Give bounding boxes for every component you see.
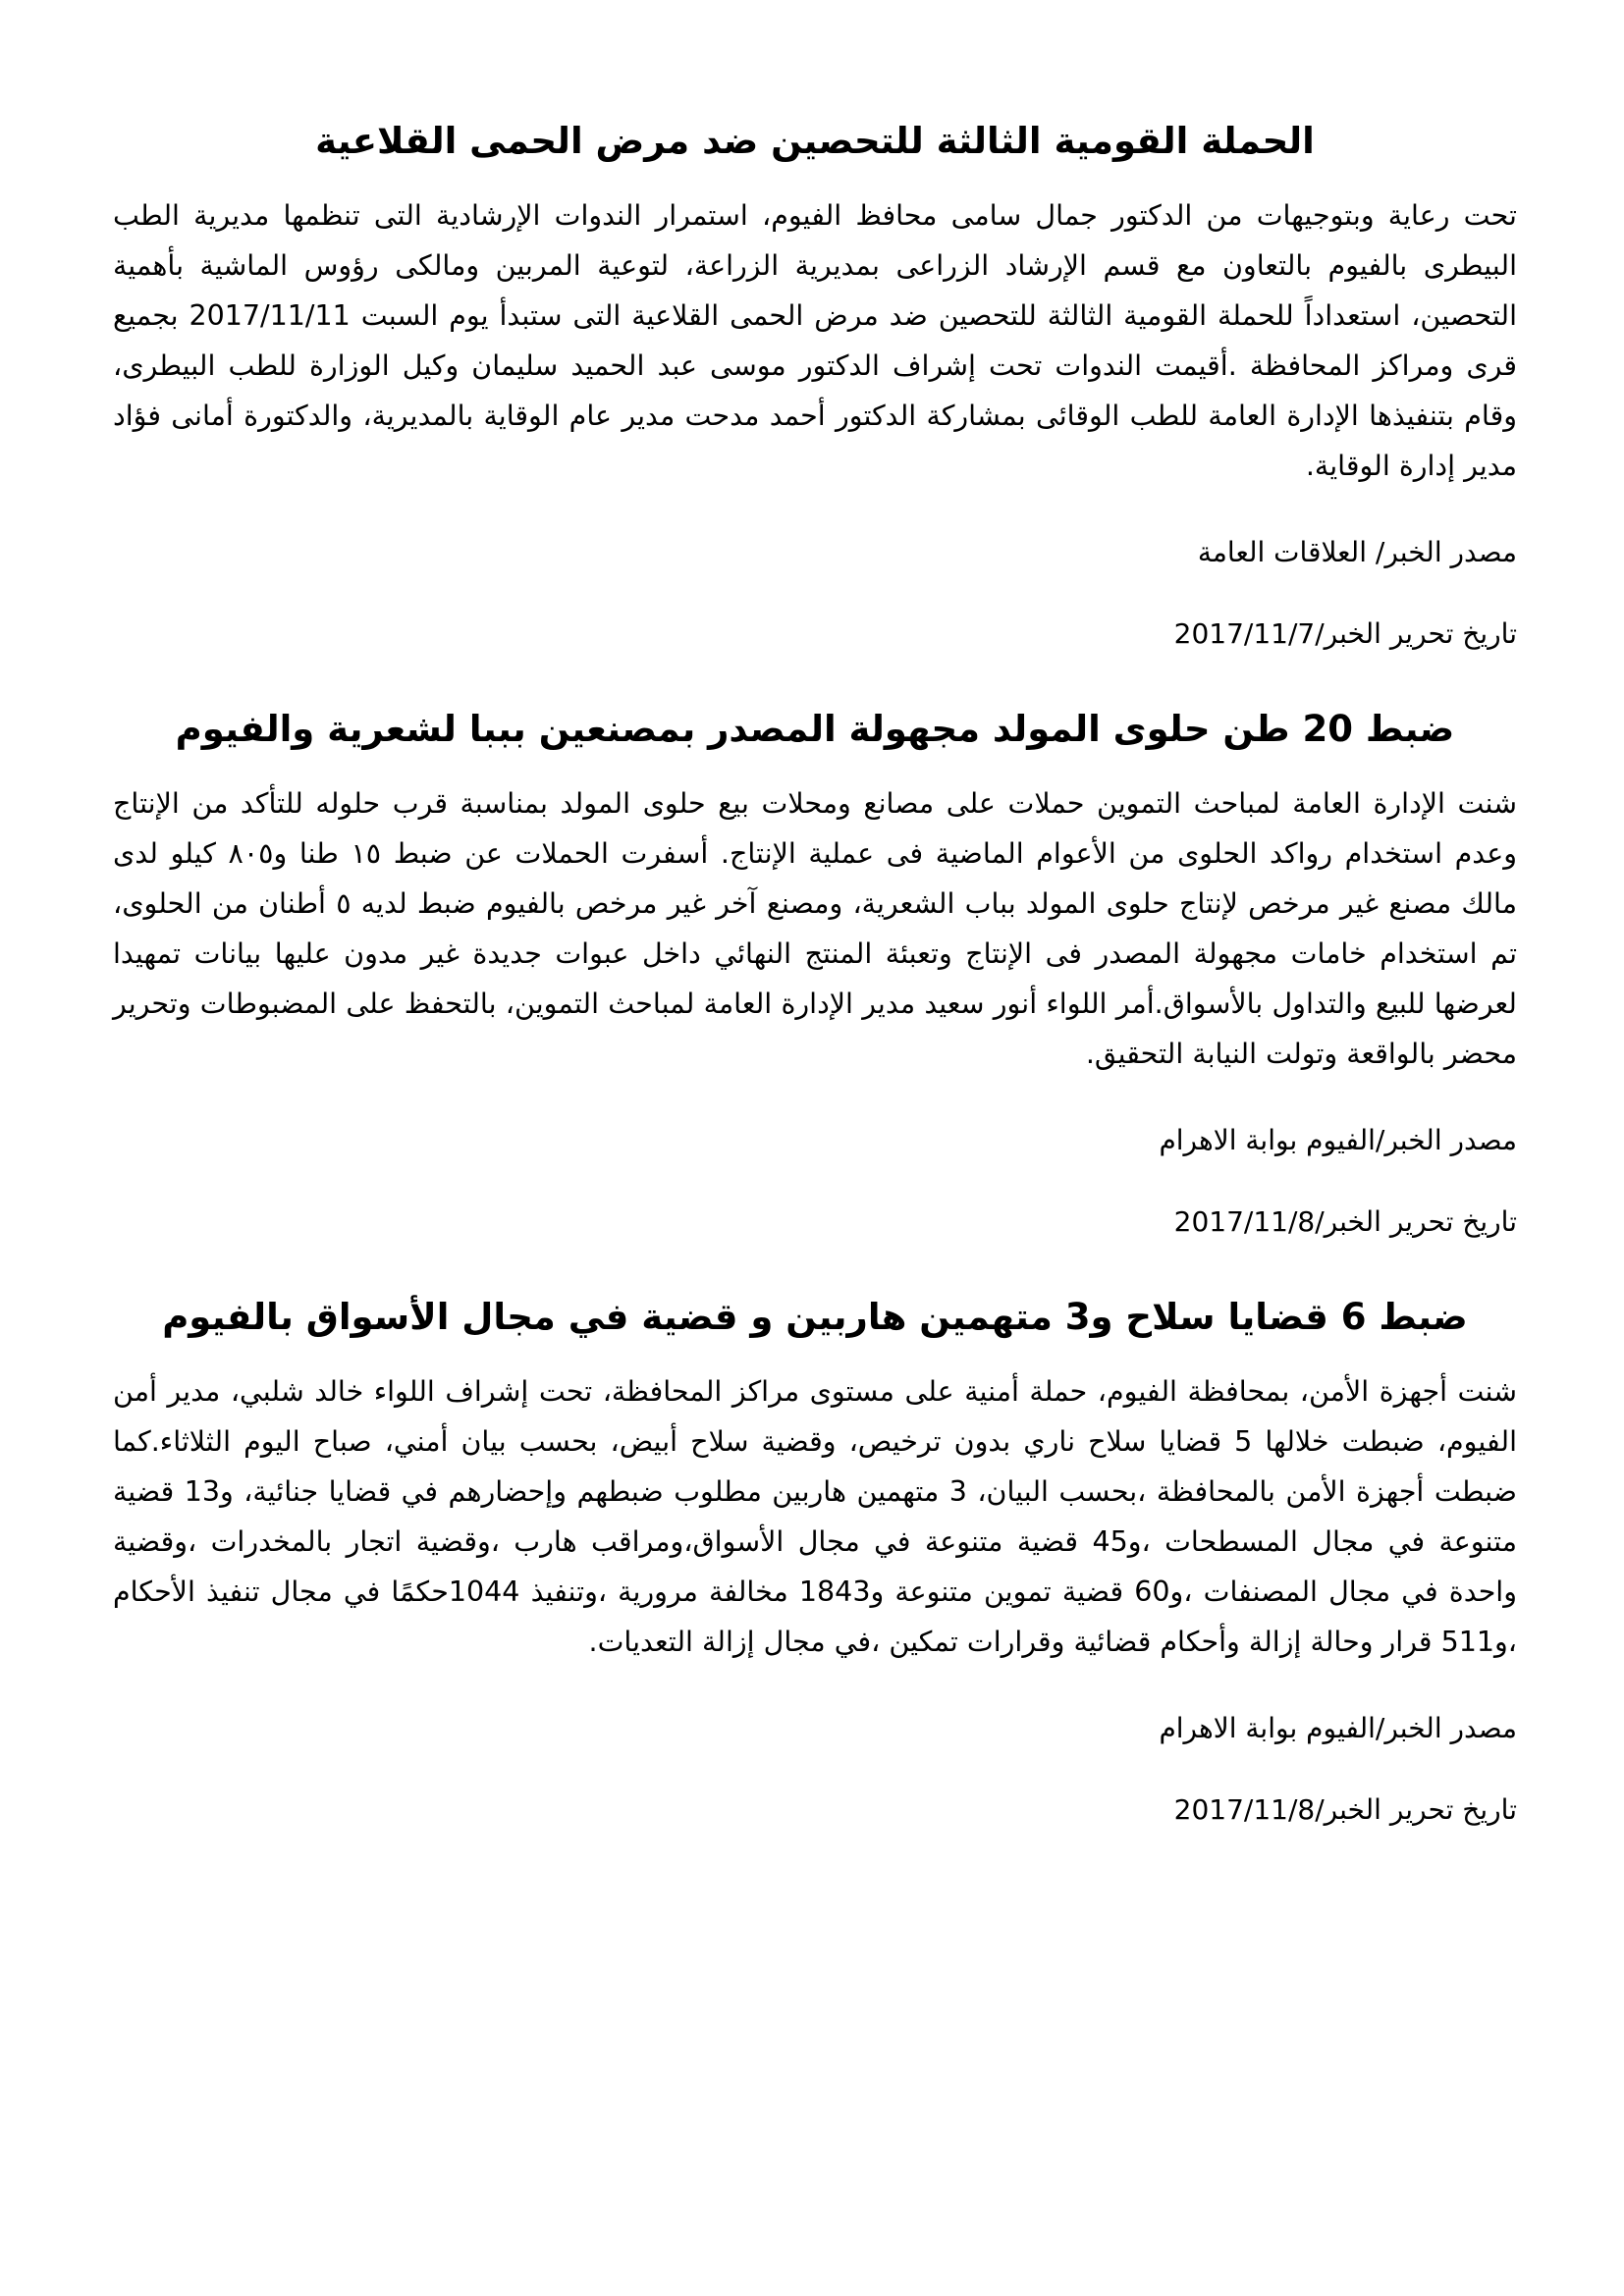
article-body: شنت أجهزة الأمن، بمحافظة الفيوم، حملة أمنية على مستوى مراكز المحافظة، تحت إشراف اللواء خالد شلبي، مدير أمن الفيوم، ضبطت خلالها 5 قضايا سلاح ناري بدون ترخيص، وقضية سلاح أبيض، بحسب بيان أمني، صباح اليوم الثلاثاء.كما ضبطت أجهزة الأمن بالمحافظة ،بحسب البيان، 3 متهمين هاربين مطلوب ضبطهم وإحضارهم في قضايا جنائية، و13 قضية متنوعة في مجال المسطحات ،و45 قضية متنوعة في مجال الأسواق،ومراقب هارب ،وقضية اتجار بالمخدرات ،وقضية واحدة في مجال المصنفات ،و60 قضية تموين متنوعة و1843 مخالفة مرورية ،وتنفيذ 1044حكمًا في مجال تنفيذ الأحكام ،و511 قرار وحالة إزالة وأحكام قضائية وقرارات تمكين ،في مجال إزالة التعديات. [113, 1375, 1517, 1658]
article-headline: الحملة القومية الثالثة للتحصين ضد مرض الحمى القلاعية [315, 120, 1315, 162]
article-source: مصدر الخبر/ العلاقات العامة [1197, 536, 1517, 568]
article-security-campaign [113, 1292, 1517, 1830]
article-date: تاريخ تحرير الخبر/2017/11/8 [1173, 1793, 1517, 1826]
article-date: تاريخ تحرير الخبر/2017/11/8 [1173, 1205, 1517, 1238]
article-headline: ضبط 6 قضايا سلاح و3 متهمين هاربين و قضية في مجال الأسواق بالفيوم [162, 1296, 1468, 1338]
article-body: تحت رعاية وبتوجيهات من الدكتور جمال سامى محافظ الفيوم، استمرار الندوات الإرشادية التى تنظمها مديرية الطب البيطرى بالفيوم بالتعاون مع قسم الإرشاد الزراعى بمديرية الزراعة، لتوعية المربين ومالكى رؤوس الماشية بأهمية التحصين، استعداداً للحملة القومية الثالثة للتحصين ضد مرض الحمى القلاعية التى ستبدأ يوم السبت 2017/11/11 بجميع قرى ومراكز المحافظة .أقيمت الندوات تحت إشراف الدكتور موسى عبد الحميد سليمان وكيل الوزارة للطب البيطرى، وقام بتنفيذها الإدارة العامة للطب الوقائى بمشاركة الدكتور أحمد مدحت مدير عام الوقاية بالمديرية، والدكتورة أمانى فؤاد مدير إدارة الوقاية. [113, 199, 1518, 482]
article-source: مصدر الخبر/الفيوم بوابة الاهرام [1159, 1124, 1517, 1156]
article-date: تاريخ تحرير الخبر/2017/11/7 [1173, 617, 1517, 650]
document-page [113, 0, 1517, 2296]
article-fmd-vaccination [113, 116, 1517, 654]
article-mawlid-sweets [113, 704, 1517, 1242]
article-body: شنت الإدارة العامة لمباحث التموين حملات على مصانع ومحلات بيع حلوى المولد بمناسبة قرب حلوله للتأكد من الإنتاج وعدم استخدام رواكد الحلوى من الأعوام الماضية فى عملية الإنتاج. أسفرت الحملات عن ضبط ١٥ طنا و٨٠٥ كيلو لدى مالك مصنع غير مرخص لإنتاج حلوى المولد بباب الشعرية، ومصنع آخر غير مرخص بالفيوم ضبط لديه ٥ أطنان من الحلوى، تم استخدام خامات مجهولة المصدر فى الإنتاج وتعبئة المنتج النهائي داخل عبوات جديدة غير مدون عليها بيانات تمهيدا لعرضها للبيع والتداول بالأسواق.أمر اللواء أنور سعيد مدير الإدارة العامة لمباحث التموين، بالتحفظ على المضبوطات وتحرير محضر بالواقعة وتولت النيابة التحقيق. [113, 787, 1517, 1070]
article-source: مصدر الخبر/الفيوم بوابة الاهرام [1159, 1712, 1517, 1744]
article-headline: ضبط 20 طن حلوى المولد مجهولة المصدر بمصنعين بببا لشعرية والفيوم [175, 708, 1455, 750]
